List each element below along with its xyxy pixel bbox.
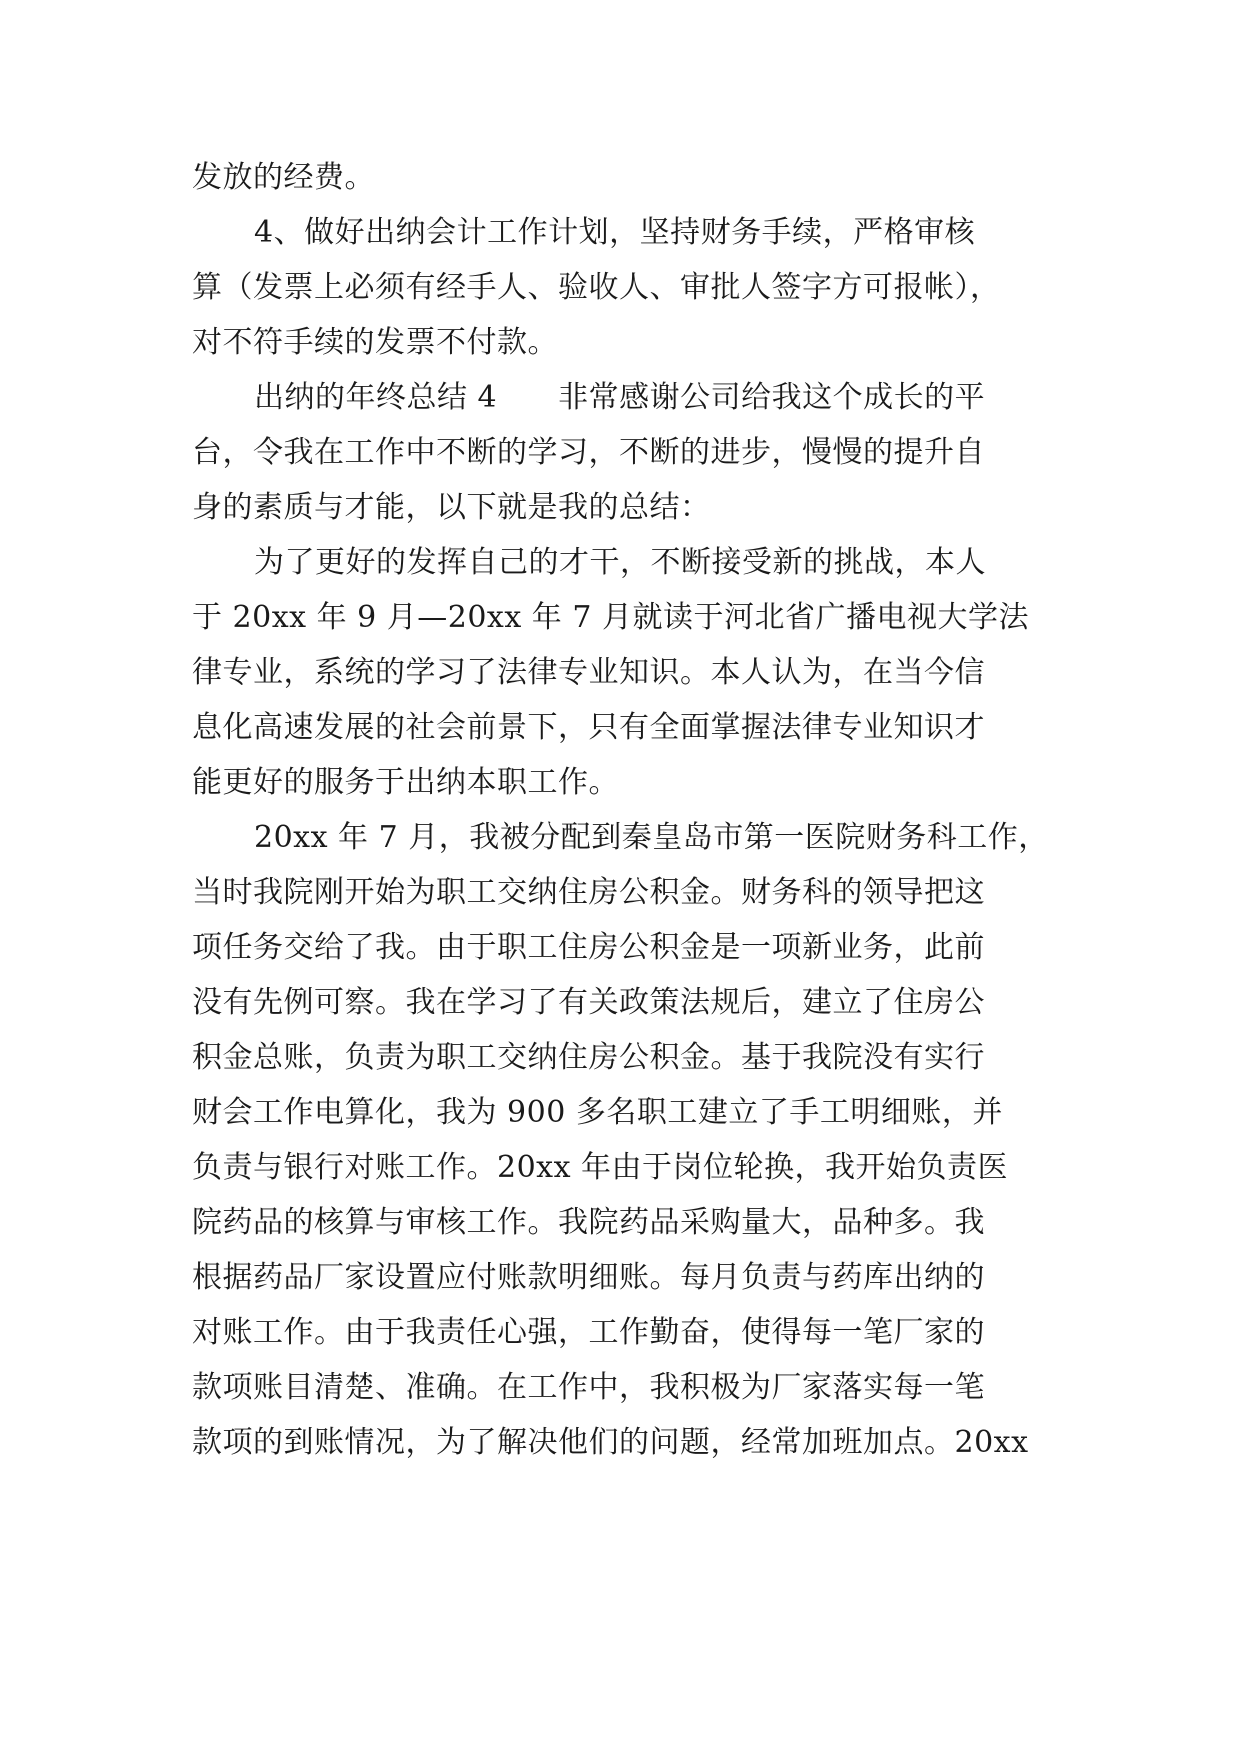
text-line: 20xx 年 7 月，我被分配到秦皇岛市第一医院财务科工作， [254, 820, 1049, 855]
text-line: 出纳的年终总结 4 非常感谢公司给我这个成长的平 [254, 380, 986, 415]
text-line: 发放的经费。 [192, 160, 375, 195]
text-line: 律专业，系统的学习了法律专业知识。本人认为，在当今信 [192, 655, 985, 690]
text-line: 款项的到账情况，为了解决他们的问题，经常加班加点。20xx [192, 1425, 1029, 1460]
text-line: 当时我院刚开始为职工交纳住房公积金。财务科的领导把这 [192, 875, 985, 910]
text-line: 能更好的服务于出纳本职工作。 [192, 765, 619, 800]
text-line: 台，令我在工作中不断的学习，不断的进步，慢慢的提升自 [192, 435, 985, 470]
document-page [192, 150, 1052, 1470]
text-line: 息化高速发展的社会前景下，只有全面掌握法律专业知识才 [192, 710, 985, 745]
text-line: 4、做好出纳会计工作计划，坚持财务手续，严格审核 [254, 215, 976, 250]
text-line: 为了更好的发挥自己的才干，不断接受新的挑战，本人 [254, 545, 986, 580]
text-line: 身的素质与才能，以下就是我的总结： [192, 490, 711, 525]
text-line: 负责与银行对账工作。20xx 年由于岗位轮换，我开始负责医 [192, 1150, 1009, 1185]
text-line: 对不符手续的发票不付款。 [192, 325, 558, 360]
text-line: 积金总账，负责为职工交纳住房公积金。基于我院没有实行 [192, 1040, 985, 1075]
text-line: 于 20xx 年 9 月—20xx 年 7 月就读于河北省广播电视大学法 [192, 600, 1029, 635]
text-line: 对账工作。由于我责任心强，工作勤奋，使得每一笔厂家的 [192, 1315, 985, 1350]
text-line: 院药品的核算与审核工作。我院药品采购量大，品种多。我 [192, 1205, 985, 1240]
text-line: 财会工作电算化，我为 900 多名职工建立了手工明细账，并 [192, 1095, 1003, 1130]
text-line: 根据药品厂家设置应付账款明细账。每月负责与药库出纳的 [192, 1260, 985, 1295]
text-line: 没有先例可察。我在学习了有关政策法规后，建立了住房公 [192, 985, 985, 1020]
text-line: 算（发票上必须有经手人、验收人、审批人签字方可报帐）， [192, 270, 1001, 305]
text-line: 款项账目清楚、准确。在工作中，我积极为厂家落实每一笔 [192, 1370, 985, 1405]
text-line: 项任务交给了我。由于职工住房公积金是一项新业务，此前 [192, 930, 985, 965]
